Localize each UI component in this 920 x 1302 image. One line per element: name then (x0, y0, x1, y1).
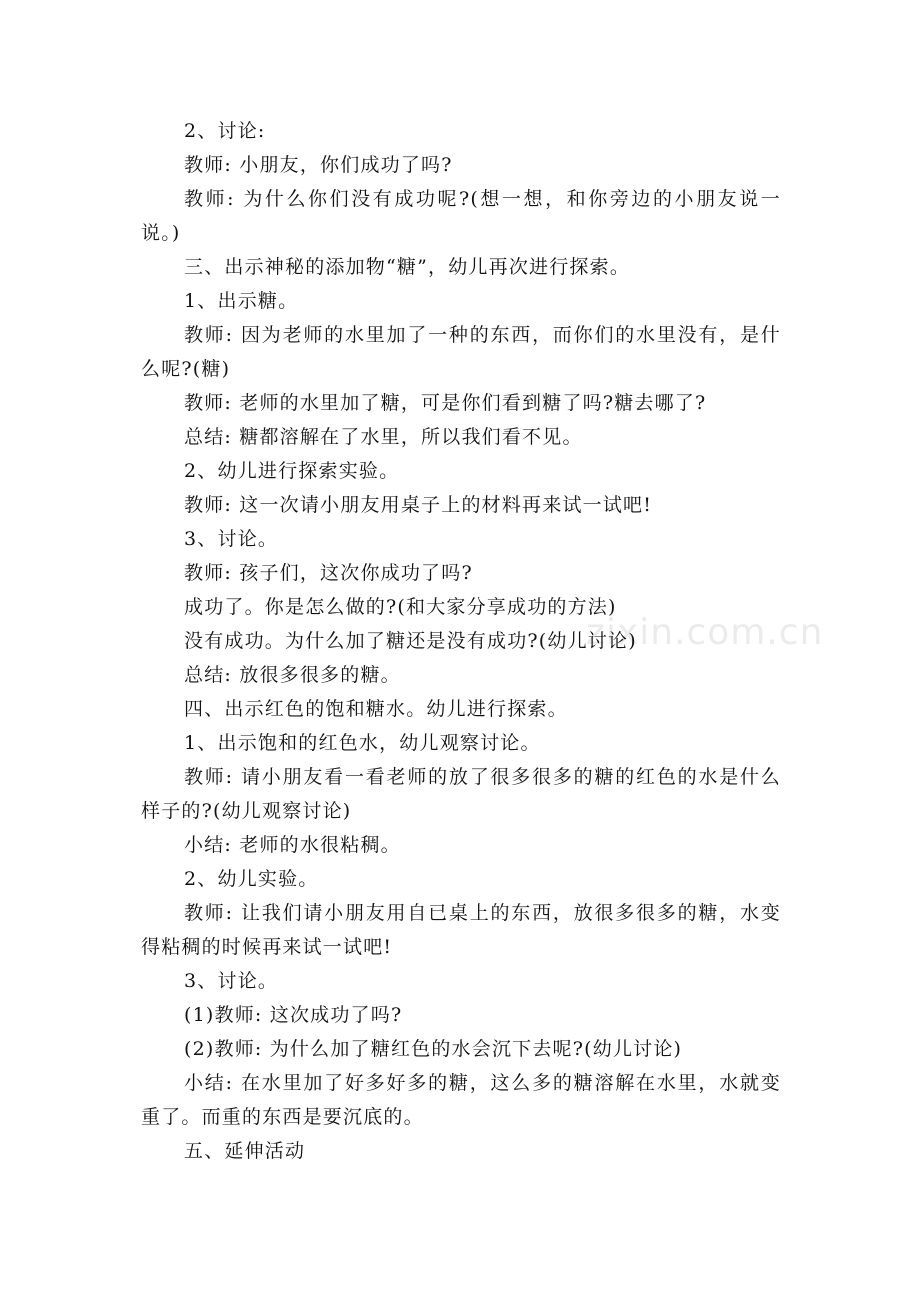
paragraph: 小结: 在水里加了好多好多的糖，这么多的糖溶解在水里，水就变重了。而重的东西是要沉底的。 (141, 1072, 781, 1128)
paragraph: 教师: 为什么你们没有成功呢?(想一想，和你旁边的小朋友说一说。) (141, 188, 781, 244)
paragraph: 2、幼儿进行探索实验。 (184, 460, 400, 482)
paragraph: 成功了。你是怎么做的?(和大家分享成功的方法) (184, 596, 617, 618)
paragraph: 3、讨论。 (184, 528, 279, 550)
paragraph: 2、幼儿实验。 (184, 868, 319, 890)
paragraph: 教师: 孩子们，这次你成功了吗? (184, 562, 473, 584)
watermark: zixin.com.cn (586, 612, 824, 653)
section-heading: 四、出示红色的饱和糖水。幼儿进行探索。 (184, 698, 568, 720)
paragraph: 小结: 老师的水很粘稠。 (184, 834, 401, 856)
paragraph: (2)教师: 为什么加了糖红色的水会沉下去呢?(幼儿讨论) (184, 1038, 683, 1060)
section-heading: 三、出示神秘的添加物“糖”，幼儿再次进行探索。 (184, 256, 631, 278)
paragraph: 1、出示糖。 (184, 290, 299, 312)
paragraph: 教师: 小朋友，你们成功了吗? (184, 154, 453, 176)
paragraph: 没有成功。为什么加了糖还是没有成功?(幼儿讨论) (184, 630, 637, 652)
paragraph: 教师: 因为老师的水里加了一种的东西，而你们的水里没有，是什么呢?(糖) (141, 324, 781, 380)
paragraph: (1)教师: 这次成功了吗? (184, 1004, 403, 1026)
paragraph: 3、讨论。 (184, 970, 279, 992)
paragraph: 总结: 糖都溶解在了水里，所以我们看不见。 (184, 426, 583, 448)
paragraph: 教师: 让我们请小朋友用自已桌上的东西，放很多很多的糖，水变得粘稠的时候再来试一试吧! (141, 902, 781, 958)
section-heading: 五、延伸活动 (184, 1140, 306, 1162)
document-body (141, 114, 781, 1168)
paragraph: 教师: 这一次请小朋友用桌子上的材料再来试一试吧! (184, 494, 653, 516)
paragraph: 教师: 请小朋友看一看老师的放了很多很多的糖的红色的水是什么样子的?(幼儿观察讨论) (141, 766, 781, 822)
paragraph: 1、出示饱和的红色水，幼儿观察讨论。 (184, 732, 541, 754)
paragraph: 教师: 老师的水里加了糖，可是你们看到糖了吗?糖去哪了? (184, 392, 707, 414)
paragraph: 总结: 放很多很多的糖。 (184, 664, 401, 686)
paragraph: 2、讨论: (184, 120, 266, 142)
